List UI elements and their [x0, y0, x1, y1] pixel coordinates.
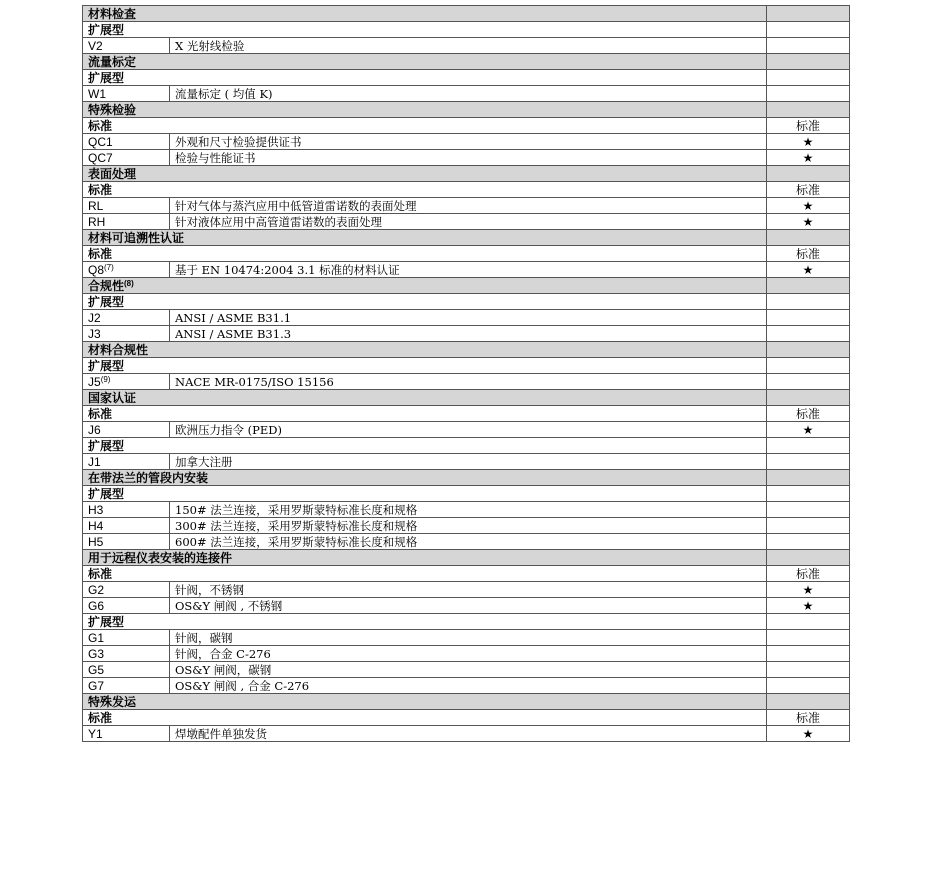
standard-star-mark	[767, 534, 850, 550]
category-mark	[767, 406, 850, 422]
option-description	[170, 150, 767, 166]
option-description-text: 针阀，不锈钢	[175, 583, 244, 597]
option-code-text: G6	[88, 599, 105, 613]
standard-star-mark	[767, 86, 850, 102]
option-code-text: G2	[88, 583, 105, 597]
category-label	[83, 118, 767, 134]
option-code-text: G5	[88, 663, 105, 677]
standard-star-mark	[767, 502, 850, 518]
category-mark	[767, 246, 850, 262]
standard-star-mark-text: ★	[802, 135, 814, 149]
category-label	[83, 358, 767, 374]
option-code	[83, 198, 170, 214]
category-row	[83, 406, 850, 422]
standard-star-mark	[767, 598, 850, 614]
category-label-text: 标准	[88, 567, 113, 581]
category-mark	[767, 294, 850, 310]
option-code-text: H5	[88, 535, 104, 549]
option-code-text: H3	[88, 503, 104, 517]
option-description	[170, 310, 767, 326]
category-row	[83, 182, 850, 198]
standard-star-mark-text: ★	[802, 151, 814, 165]
standard-star-mark	[767, 518, 850, 534]
option-code-text: H4	[88, 519, 104, 533]
option-row	[83, 150, 850, 166]
option-description-text: 焊墩配件单独发货	[175, 727, 267, 741]
standard-star-mark	[767, 134, 850, 150]
category-mark	[767, 22, 850, 38]
category-row	[83, 358, 850, 374]
option-code-text: G7	[88, 679, 105, 693]
section-header-row	[83, 470, 850, 486]
section-title-text: 材料合规性	[88, 343, 149, 357]
option-row	[83, 310, 850, 326]
option-code-text: RL	[88, 199, 104, 213]
category-label-text: 扩展型	[88, 615, 125, 629]
option-code	[83, 726, 170, 742]
standard-star-mark	[767, 678, 850, 694]
standard-star-mark-text: ★	[802, 263, 814, 277]
standard-star-mark	[767, 38, 850, 54]
category-mark	[767, 566, 850, 582]
category-label-text: 标准	[88, 407, 113, 421]
option-row	[83, 326, 850, 342]
option-description-text: 300# 法兰连接，采用罗斯蒙特标准长度和规格	[175, 519, 418, 533]
option-description	[170, 726, 767, 742]
category-label-text: 扩展型	[88, 295, 125, 309]
option-description-text: 流量标定 ( 均值 K)	[175, 87, 273, 101]
footnote-ref: (7)	[104, 263, 114, 272]
section-mark-cell	[767, 694, 850, 710]
category-label-text: 扩展型	[88, 487, 125, 501]
option-code	[83, 38, 170, 54]
standard-star-mark-text: ★	[802, 215, 814, 229]
section-title	[83, 278, 767, 294]
standard-star-mark	[767, 630, 850, 646]
option-description-text: 加拿大注册	[175, 455, 233, 469]
option-row	[83, 214, 850, 230]
option-description	[170, 422, 767, 438]
option-description	[170, 518, 767, 534]
category-label	[83, 70, 767, 86]
category-label	[83, 182, 767, 198]
section-title	[83, 54, 767, 70]
option-code	[83, 598, 170, 614]
section-header-row	[83, 694, 850, 710]
option-row	[83, 422, 850, 438]
option-code	[83, 678, 170, 694]
category-label	[83, 710, 767, 726]
standard-star-mark	[767, 262, 850, 278]
option-description-text: OS&Y 闸阀，碳钢	[175, 663, 272, 677]
option-code	[83, 86, 170, 102]
section-title-text: 特殊发运	[88, 695, 137, 709]
section-title-text: 用于远程仪表安装的连接件	[88, 551, 233, 565]
option-description-text: 外观和尺寸检验提供证书	[175, 135, 302, 149]
section-title-text: 特殊检验	[88, 103, 137, 117]
option-code	[83, 518, 170, 534]
option-row	[83, 662, 850, 678]
category-mark	[767, 486, 850, 502]
section-title-text: 表面处理	[88, 167, 137, 181]
section-title	[83, 470, 767, 486]
section-header-row	[83, 54, 850, 70]
option-row	[83, 454, 850, 470]
section-title-text: 流量标定	[88, 55, 137, 69]
category-mark-text: 标准	[796, 183, 821, 197]
section-mark-cell	[767, 230, 850, 246]
footnote-ref: (9)	[100, 375, 111, 384]
option-description	[170, 630, 767, 646]
category-mark-text: 标准	[796, 567, 821, 581]
option-description	[170, 86, 767, 102]
option-description	[170, 262, 767, 278]
option-code	[83, 454, 170, 470]
category-mark-text: 标准	[796, 407, 821, 421]
option-code-text: Q8	[88, 263, 105, 277]
option-description-text: NACE MR-0175/ISO 15156	[175, 375, 334, 389]
section-mark-cell	[767, 390, 850, 406]
option-row	[83, 374, 850, 390]
standard-star-mark	[767, 662, 850, 678]
section-header-row	[83, 550, 850, 566]
category-label	[83, 566, 767, 582]
standard-star-mark-text: ★	[802, 583, 814, 597]
option-description-text: OS&Y 闸阀 , 合金 C-276	[175, 679, 310, 693]
standard-star-mark	[767, 582, 850, 598]
section-mark-cell	[767, 278, 850, 294]
standard-star-mark	[767, 310, 850, 326]
category-label-text: 扩展型	[88, 23, 125, 37]
option-code	[83, 134, 170, 150]
section-header-row	[83, 278, 850, 294]
option-description-text: 基于 EN 10474:2004 3.1 标准的材料认证	[175, 263, 400, 277]
option-code	[83, 150, 170, 166]
standard-star-mark	[767, 214, 850, 230]
option-row	[83, 678, 850, 694]
option-code-text: J3	[88, 327, 101, 341]
section-mark-cell	[767, 342, 850, 358]
option-description-text: 针对气体与蒸汽应用中低管道雷诺数的表面处理	[175, 199, 417, 213]
option-description-text: OS&Y 闸阀 , 不锈钢	[175, 599, 283, 613]
option-code	[83, 630, 170, 646]
option-description	[170, 646, 767, 662]
section-mark-cell	[767, 470, 850, 486]
section-header-row	[83, 6, 850, 22]
option-description-text: ANSI / ASME B31.3	[175, 327, 292, 341]
section-title-text: 国家认证	[88, 391, 137, 405]
category-row	[83, 294, 850, 310]
option-code	[83, 374, 170, 390]
category-mark-text: 标准	[796, 711, 821, 725]
standard-star-mark	[767, 422, 850, 438]
option-row	[83, 262, 850, 278]
standard-star-mark	[767, 726, 850, 742]
option-code	[83, 262, 170, 278]
section-mark-cell	[767, 550, 850, 566]
category-label	[83, 246, 767, 262]
option-code	[83, 310, 170, 326]
category-row	[83, 438, 850, 454]
option-code-text: J5	[88, 375, 101, 389]
option-code-text: RH	[88, 215, 106, 229]
option-description-text: 针阀，碳钢	[175, 631, 233, 645]
option-row	[83, 86, 850, 102]
standard-star-mark	[767, 374, 850, 390]
section-title	[83, 694, 767, 710]
option-description	[170, 198, 767, 214]
option-code	[83, 582, 170, 598]
option-row	[83, 502, 850, 518]
category-row	[83, 486, 850, 502]
category-label	[83, 614, 767, 630]
section-mark-cell	[767, 6, 850, 22]
category-label	[83, 22, 767, 38]
option-code-text: QC7	[88, 151, 113, 165]
section-header-row	[83, 230, 850, 246]
section-mark-cell	[767, 102, 850, 118]
option-row	[83, 518, 850, 534]
section-header-row	[83, 342, 850, 358]
section-title	[83, 102, 767, 118]
category-mark	[767, 182, 850, 198]
section-title	[83, 550, 767, 566]
option-row	[83, 582, 850, 598]
section-title-text: 材料检查	[88, 7, 137, 21]
option-description-text: 欧洲压力指令 (PED)	[175, 423, 282, 437]
category-label-text: 标准	[88, 183, 113, 197]
option-code	[83, 646, 170, 662]
option-code-text: W1	[88, 87, 106, 101]
category-mark-text: 标准	[796, 119, 821, 133]
option-description-text: 针阀，合金 C-276	[175, 647, 271, 661]
option-description	[170, 582, 767, 598]
option-code	[83, 502, 170, 518]
ordering-options-table	[82, 5, 850, 742]
option-description-text: 针对液体应用中高管道雷诺数的表面处理	[175, 215, 382, 229]
option-description	[170, 38, 767, 54]
standard-star-mark	[767, 198, 850, 214]
category-label	[83, 486, 767, 502]
category-label-text: 标准	[88, 247, 113, 261]
standard-star-mark-text: ★	[802, 727, 814, 741]
option-code-text: J2	[88, 311, 101, 325]
category-row	[83, 70, 850, 86]
category-mark	[767, 70, 850, 86]
option-description	[170, 502, 767, 518]
standard-star-mark-text: ★	[802, 423, 814, 437]
option-description	[170, 454, 767, 470]
section-title-text: 材料可追溯性认证	[88, 231, 185, 245]
option-row	[83, 598, 850, 614]
option-description	[170, 598, 767, 614]
option-row	[83, 198, 850, 214]
option-code-text: G1	[88, 631, 105, 645]
option-description-text: 600# 法兰连接，采用罗斯蒙特标准长度和规格	[175, 535, 418, 549]
option-code-text: J6	[88, 423, 101, 437]
section-title	[83, 6, 767, 22]
option-description	[170, 678, 767, 694]
option-description-text: ANSI / ASME B31.1	[175, 311, 292, 325]
option-row	[83, 630, 850, 646]
option-description-text: 150# 法兰连接，采用罗斯蒙特标准长度和规格	[175, 503, 418, 517]
section-title-text: 在带法兰的管段内安装	[88, 471, 209, 485]
section-title	[83, 390, 767, 406]
section-title-text: 合规性	[88, 279, 125, 293]
category-row	[83, 566, 850, 582]
option-description-text: 检验与性能证书	[175, 151, 256, 165]
option-code	[83, 326, 170, 342]
category-mark	[767, 438, 850, 454]
section-mark-cell	[767, 54, 850, 70]
option-code	[83, 662, 170, 678]
option-row	[83, 134, 850, 150]
option-row	[83, 534, 850, 550]
option-code	[83, 422, 170, 438]
category-label-text: 扩展型	[88, 439, 125, 453]
category-row	[83, 118, 850, 134]
category-label	[83, 406, 767, 422]
category-row	[83, 22, 850, 38]
section-header-row	[83, 166, 850, 182]
section-title	[83, 342, 767, 358]
standard-star-mark	[767, 326, 850, 342]
option-code	[83, 214, 170, 230]
option-code-text: V2	[88, 39, 103, 53]
category-label-text: 扩展型	[88, 71, 125, 85]
option-row	[83, 726, 850, 742]
category-mark	[767, 358, 850, 374]
option-description	[170, 662, 767, 678]
option-code-text: J1	[88, 455, 101, 469]
category-row	[83, 614, 850, 630]
category-label-text: 标准	[88, 711, 113, 725]
table-body	[83, 6, 850, 742]
footnote-ref: (8)	[124, 279, 134, 288]
section-header-row	[83, 102, 850, 118]
standard-star-mark	[767, 454, 850, 470]
option-description	[170, 534, 767, 550]
standard-star-mark	[767, 150, 850, 166]
section-title	[83, 166, 767, 182]
category-label	[83, 294, 767, 310]
option-code	[83, 534, 170, 550]
category-row	[83, 710, 850, 726]
option-description	[170, 134, 767, 150]
standard-star-mark-text: ★	[802, 199, 814, 213]
option-description	[170, 214, 767, 230]
category-label-text: 扩展型	[88, 359, 125, 373]
section-title	[83, 230, 767, 246]
category-mark	[767, 614, 850, 630]
category-mark-text: 标准	[796, 247, 821, 261]
option-code-text: Y1	[88, 727, 103, 741]
category-mark	[767, 118, 850, 134]
section-mark-cell	[767, 166, 850, 182]
category-label-text: 标准	[88, 119, 113, 133]
option-code-text: G3	[88, 647, 105, 661]
option-row	[83, 646, 850, 662]
section-header-row	[83, 390, 850, 406]
option-row	[83, 38, 850, 54]
option-description-text: X 光射线检验	[175, 39, 245, 53]
option-description	[170, 374, 767, 390]
category-row	[83, 246, 850, 262]
category-mark	[767, 710, 850, 726]
standard-star-mark	[767, 646, 850, 662]
option-description	[170, 326, 767, 342]
category-label	[83, 438, 767, 454]
standard-star-mark-text: ★	[802, 599, 814, 613]
option-code-text: QC1	[88, 135, 113, 149]
